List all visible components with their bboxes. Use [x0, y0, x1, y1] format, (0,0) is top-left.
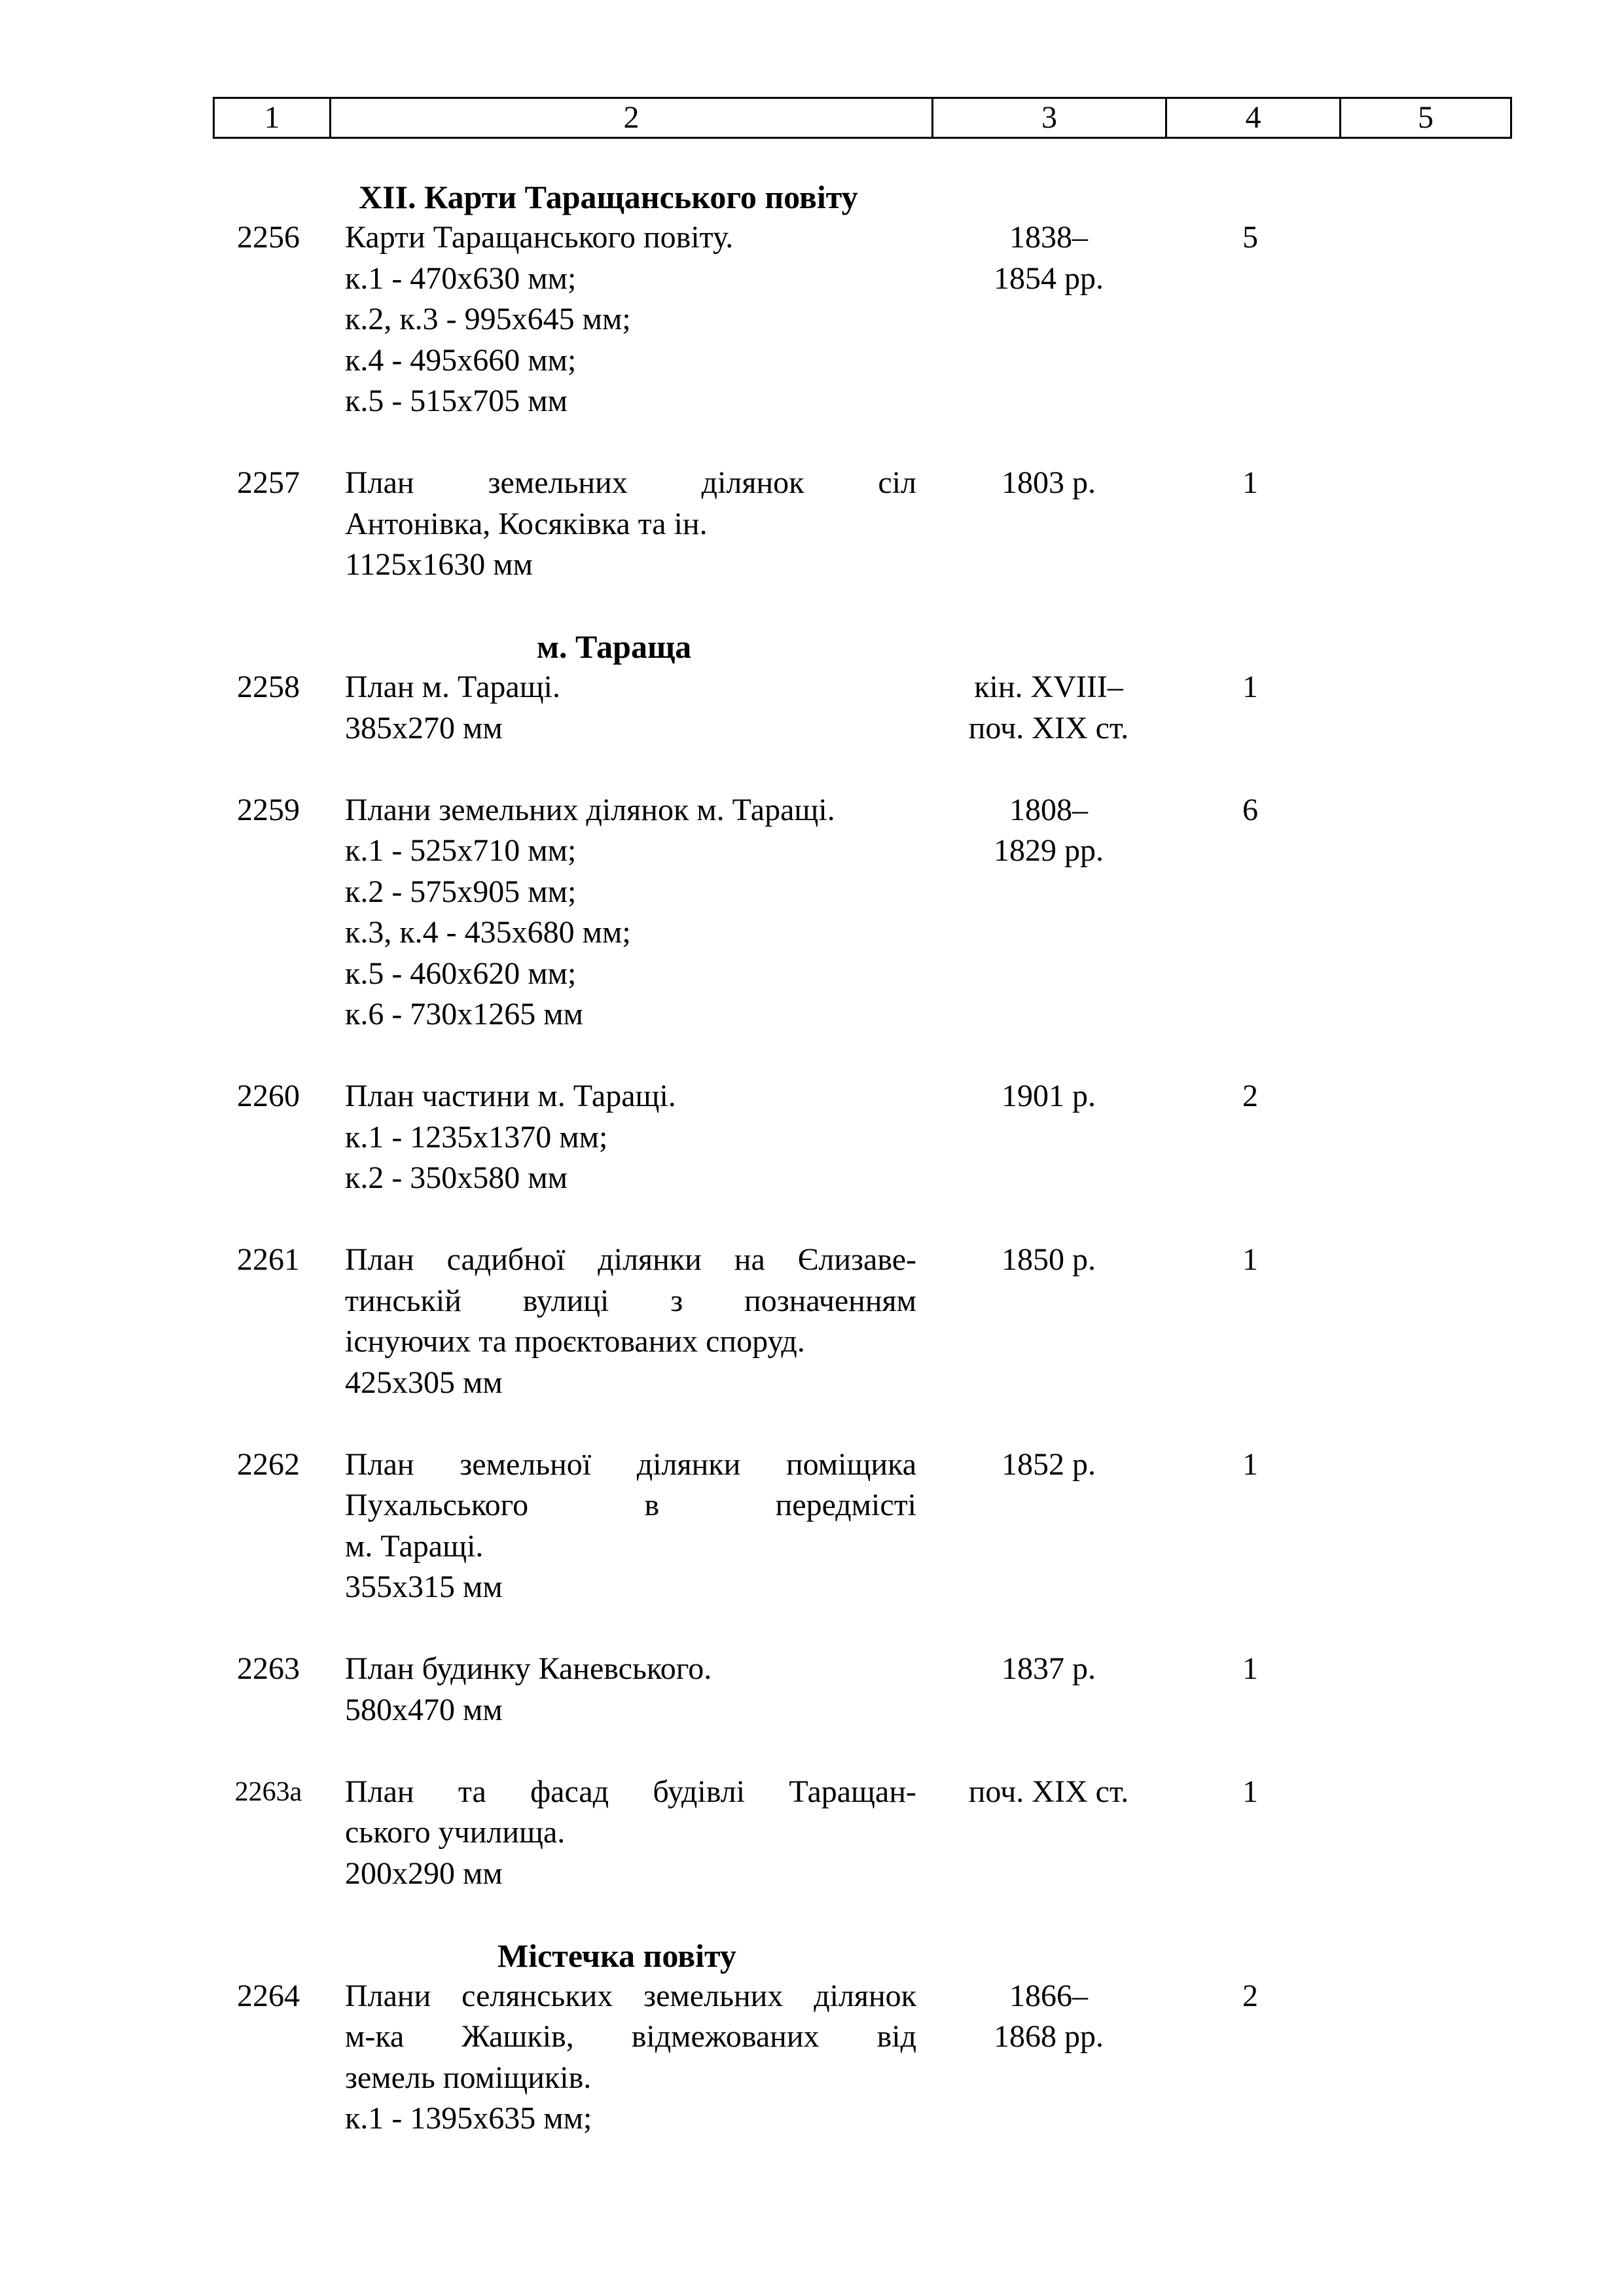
catalog-entry — [0, 790, 1624, 1035]
entry-description — [345, 217, 916, 422]
catalog-entry — [0, 1649, 1624, 1731]
catalog-entry — [0, 1240, 1624, 1403]
entry-count: 1 — [1242, 670, 1258, 704]
header-col-2: 2 — [331, 99, 933, 137]
entry-count: 1 — [1242, 465, 1258, 500]
description-line: ського училища. — [345, 1815, 566, 1850]
description-line: План земельних ділянок сіл — [345, 465, 916, 500]
description-line: існуючих та проєктованих споруд. — [345, 1324, 805, 1359]
entry-number: 2263а — [234, 1776, 302, 1807]
description-line: тинській вулиці з позначенням — [345, 1283, 916, 1318]
section-gap — [0, 586, 1624, 627]
date-line: 1850 р. — [1001, 1242, 1096, 1277]
entry-gap — [0, 1608, 1624, 1649]
entry-count: 2 — [1242, 1978, 1258, 2013]
description-line: земель поміщиків. — [345, 2060, 592, 2095]
catalog-entry — [0, 667, 1624, 749]
date-line: 1808– — [1009, 792, 1088, 827]
entry-number: 2259 — [237, 792, 300, 827]
entry-date — [937, 790, 1160, 872]
description-line: План садибної ділянки на Єлизаве- — [345, 1242, 916, 1277]
description-line: Пухальського в передмісті — [345, 1488, 916, 1522]
date-line: 1837 р. — [1001, 1651, 1096, 1686]
entry-date — [937, 1444, 1160, 1486]
description-line: м-ка Жашків, відмежованих від — [345, 2019, 916, 2054]
catalog-content — [0, 177, 1624, 2140]
entry-count: 1 — [1242, 1774, 1258, 1809]
date-line: поч. XIX ст. — [968, 710, 1129, 745]
description-line: к.4 - 495х660 мм; — [345, 342, 577, 378]
description-line: План земельної ділянки поміщика — [345, 1446, 916, 1482]
description-line: Карти Таращанського повіту. — [345, 220, 734, 255]
column-number-header — [213, 97, 1512, 139]
header-col-4: 4 — [1167, 99, 1341, 137]
entry-count: 6 — [1242, 792, 1258, 827]
date-line: поч. XIX ст. — [968, 1774, 1129, 1809]
date-line: 1852 р. — [1001, 1446, 1096, 1482]
description-line: к.1 - 1235х1370 мм; — [345, 1119, 608, 1155]
description-line: к.2, к.3 - 995х645 мм; — [345, 302, 631, 336]
entry-date — [937, 667, 1160, 749]
description-line: к.1 - 525х710 мм; — [345, 833, 577, 868]
description-line: План м. Таращі. — [345, 670, 561, 704]
section-title: Містечка повіту — [497, 1937, 736, 1974]
catalog-entry — [0, 1076, 1624, 1199]
description-line: к.3, к.4 - 435х680 мм; — [345, 915, 631, 950]
description-line: к.2 - 350х580 мм — [345, 1160, 568, 1195]
description-line: 355х315 мм — [345, 1570, 503, 1604]
date-line: кін. XVIII– — [974, 670, 1123, 704]
description-line: к.2 - 575х905 мм; — [345, 874, 577, 909]
header-col-5: 5 — [1418, 100, 1434, 135]
date-line: 1866– — [1009, 1978, 1088, 2013]
description-line: к.5 - 460х620 мм; — [345, 956, 577, 991]
entry-gap — [0, 422, 1624, 463]
section-title: м. Тараща — [537, 628, 692, 665]
catalog-entry — [0, 217, 1624, 422]
date-line: 1868 рр. — [994, 2019, 1104, 2054]
entry-gap — [0, 1403, 1624, 1444]
entry-count: 5 — [1242, 220, 1258, 255]
section-title: XII. Карти Таращанського повіту — [359, 179, 858, 215]
entry-gap — [0, 1035, 1624, 1077]
entry-date — [937, 217, 1160, 299]
header-col-1: 1 — [215, 99, 331, 137]
entry-number: 2263 — [237, 1651, 300, 1686]
description-line: Плани селянських земельних ділянок — [345, 1978, 916, 2013]
entry-number: 2262 — [237, 1446, 300, 1482]
entry-number: 2256 — [237, 220, 300, 255]
entry-date — [937, 1976, 1160, 2058]
entry-description — [345, 1976, 916, 2140]
entry-count: 1 — [1242, 1446, 1258, 1482]
entry-date — [937, 1240, 1160, 1281]
description-line: к.6 - 730х1265 мм — [345, 997, 584, 1031]
entry-description — [345, 1444, 916, 1608]
description-line: 385х270 мм — [345, 710, 503, 745]
description-line: 425х305 мм — [345, 1365, 503, 1400]
entry-number: 2261 — [237, 1242, 300, 1277]
entry-number: 2258 — [237, 670, 300, 704]
description-line: 1125х1630 мм — [345, 547, 533, 582]
catalog-entry — [0, 463, 1624, 586]
entry-description — [345, 1649, 916, 1731]
description-line: м. Таращі. — [345, 1528, 484, 1564]
description-line: к.5 - 515х705 мм — [345, 384, 568, 418]
entry-count: 2 — [1242, 1079, 1258, 1113]
catalog-entry — [0, 1976, 1624, 2140]
date-line: 1803 р. — [1001, 465, 1096, 500]
entry-date — [937, 463, 1160, 504]
entry-date — [937, 1649, 1160, 1690]
description-line: 200х290 мм — [345, 1856, 503, 1891]
entry-gap — [0, 1199, 1624, 1240]
description-line: План та фасад будівлі Таращан- — [345, 1774, 916, 1809]
section-gap — [0, 1894, 1624, 1935]
description-line: План будинку Каневського. — [345, 1651, 712, 1686]
description-line: Плани земельних ділянок м. Таращі. — [345, 792, 835, 827]
entry-number: 2260 — [237, 1079, 300, 1113]
entry-number: 2257 — [237, 465, 300, 500]
entry-gap — [0, 1731, 1624, 1772]
entry-date — [937, 1772, 1160, 1813]
description-line: к.1 - 1395х635 мм; — [345, 2101, 592, 2136]
entry-description — [345, 1240, 916, 1403]
date-line: 1854 рр. — [994, 260, 1104, 296]
catalog-entry — [0, 1444, 1624, 1608]
entry-description — [345, 1076, 916, 1199]
entry-date — [937, 1076, 1160, 1117]
entry-count: 1 — [1242, 1242, 1258, 1277]
entry-description — [345, 1772, 916, 1895]
description-line: к.1 - 470х630 мм; — [345, 260, 577, 296]
entry-description — [345, 790, 916, 1035]
catalog-entry — [0, 1772, 1624, 1895]
date-line: 1901 р. — [1001, 1079, 1096, 1113]
entry-gap — [0, 749, 1624, 790]
description-line: Антонівка, Косяківка та ін. — [345, 506, 708, 541]
date-line: 1829 рр. — [994, 833, 1104, 868]
header-col-3: 3 — [933, 99, 1167, 137]
entry-description — [345, 463, 916, 586]
description-line: 580х470 мм — [345, 1692, 503, 1727]
entry-number: 2264 — [237, 1978, 300, 2013]
entry-count: 1 — [1242, 1651, 1258, 1686]
date-line: 1838– — [1009, 220, 1088, 255]
description-line: План частини м. Таращі. — [345, 1079, 676, 1113]
entry-description — [345, 667, 916, 749]
